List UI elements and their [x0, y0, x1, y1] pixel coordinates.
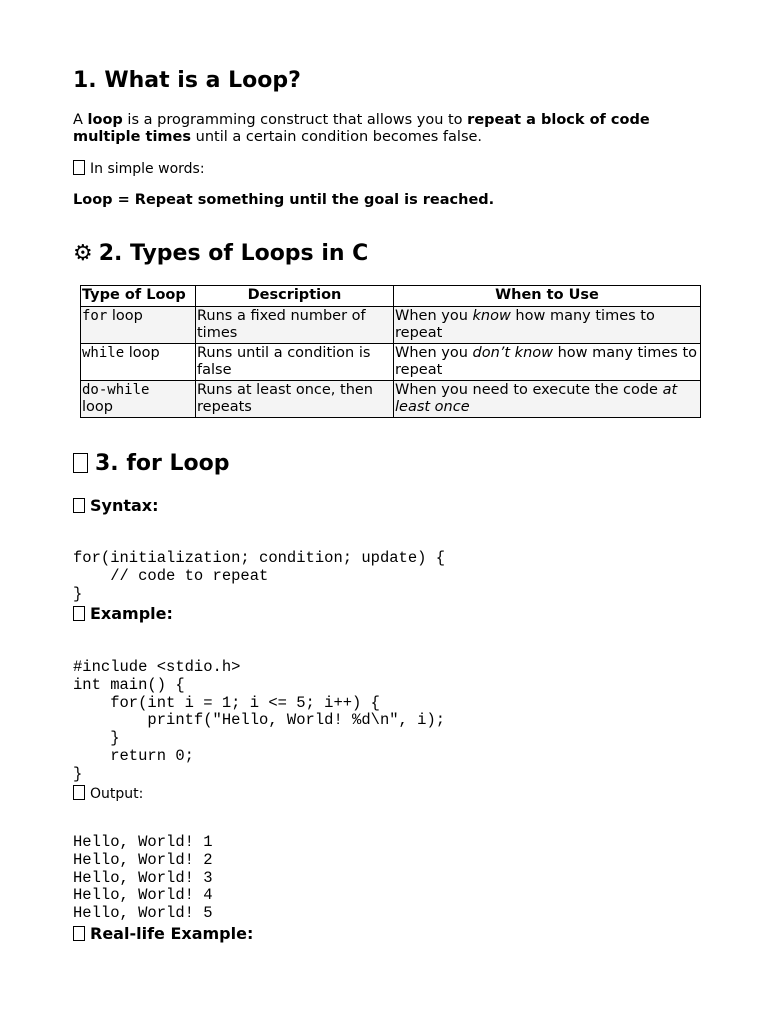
heading-what-is-a-loop — [73, 68, 301, 94]
column-header: Type of Loop — [81, 286, 196, 307]
output-label-text: Output: — [90, 786, 144, 802]
heading-types-of-loops — [73, 241, 368, 267]
missing-glyph-icon — [73, 453, 88, 473]
syntax-label-text: Syntax: — [90, 496, 159, 515]
loop-type-cell — [81, 344, 196, 381]
loop-type-suffix: loop — [124, 345, 160, 361]
when-text: how many times to repeat — [395, 308, 655, 341]
when-text: When you — [395, 345, 473, 361]
column-header: When to Use — [394, 286, 701, 307]
output-label — [73, 785, 143, 803]
loop-keyword: while — [82, 345, 125, 361]
missing-glyph-icon — [73, 606, 85, 621]
table-row — [81, 381, 701, 418]
syntax-code-block: for(initialization; condition; update) { // code to repeat } — [73, 549, 446, 603]
output-code-block: Hello, World! 1 Hello, World! 2 Hello, World! 3 Hello, World! 4 Hello, World! 5 — [73, 833, 213, 923]
loop-keyword: for — [82, 308, 108, 324]
loop-intro-paragraph — [73, 112, 703, 146]
heading-text: 3. for Loop — [95, 451, 230, 476]
heading-text: 2. Types of Loops in C — [98, 241, 369, 266]
column-header: Description — [196, 286, 394, 307]
intro-text-2: is a programming construct that allows you to — [122, 112, 468, 128]
loop-types-table — [80, 285, 701, 418]
heading-text: 1. What is a Loop? — [73, 68, 301, 93]
when-text: When you need to execute the code — [395, 382, 663, 398]
description-cell: Runs at least once, then repeats — [196, 381, 394, 418]
when-to-use-cell — [394, 381, 701, 418]
intro-bold-loop: loop — [87, 112, 123, 128]
example-code-block: #include <stdio.h> int main() { for(int i = 1; i <= 5; i++) { printf("Hello, World! %d\n", i); } return 0; } — [73, 658, 446, 783]
when-emphasis: at least once — [395, 382, 678, 415]
missing-glyph-icon — [73, 785, 85, 800]
syntax-label — [73, 496, 159, 516]
description-cell: Runs a fixed number of times — [196, 307, 394, 344]
table-header-row — [81, 286, 701, 307]
missing-glyph-icon — [73, 160, 85, 175]
loop-type-suffix: loop — [82, 399, 113, 415]
table-row — [81, 307, 701, 344]
heading-for-loop — [73, 451, 230, 477]
simple-words-line — [73, 160, 205, 178]
when-emphasis: know — [472, 308, 511, 324]
intro-text-1: A — [73, 112, 88, 128]
missing-glyph-icon — [73, 926, 85, 941]
when-to-use-cell — [394, 307, 701, 344]
when-text: how many times to repeat — [395, 345, 698, 378]
loop-type-cell — [81, 381, 196, 418]
when-emphasis: don’t know — [472, 345, 553, 361]
description-cell: Runs until a condition is false — [196, 344, 394, 381]
loop-type-cell — [81, 307, 196, 344]
when-to-use-cell — [394, 344, 701, 381]
real-life-label-text: Real-life Example: — [90, 924, 254, 943]
missing-glyph-icon — [73, 498, 85, 513]
example-label — [73, 604, 173, 624]
loop-type-suffix: loop — [107, 308, 143, 324]
loop-keyword: do-while — [82, 382, 150, 398]
when-text: When you — [395, 308, 473, 324]
intro-text-3: until a certain condition becomes false. — [191, 129, 483, 145]
table-row — [81, 344, 701, 381]
gear-icon: ⚙ — [73, 241, 93, 266]
loop-definition — [73, 192, 703, 209]
simple-words-text: In simple words: — [90, 161, 205, 177]
example-label-text: Example: — [90, 604, 173, 623]
definition-text: Loop = Repeat something until the goal is reached. — [73, 192, 495, 208]
intro-bold-repeat: repeat a block of code multiple times — [73, 112, 650, 145]
real-life-example-label — [73, 924, 253, 944]
